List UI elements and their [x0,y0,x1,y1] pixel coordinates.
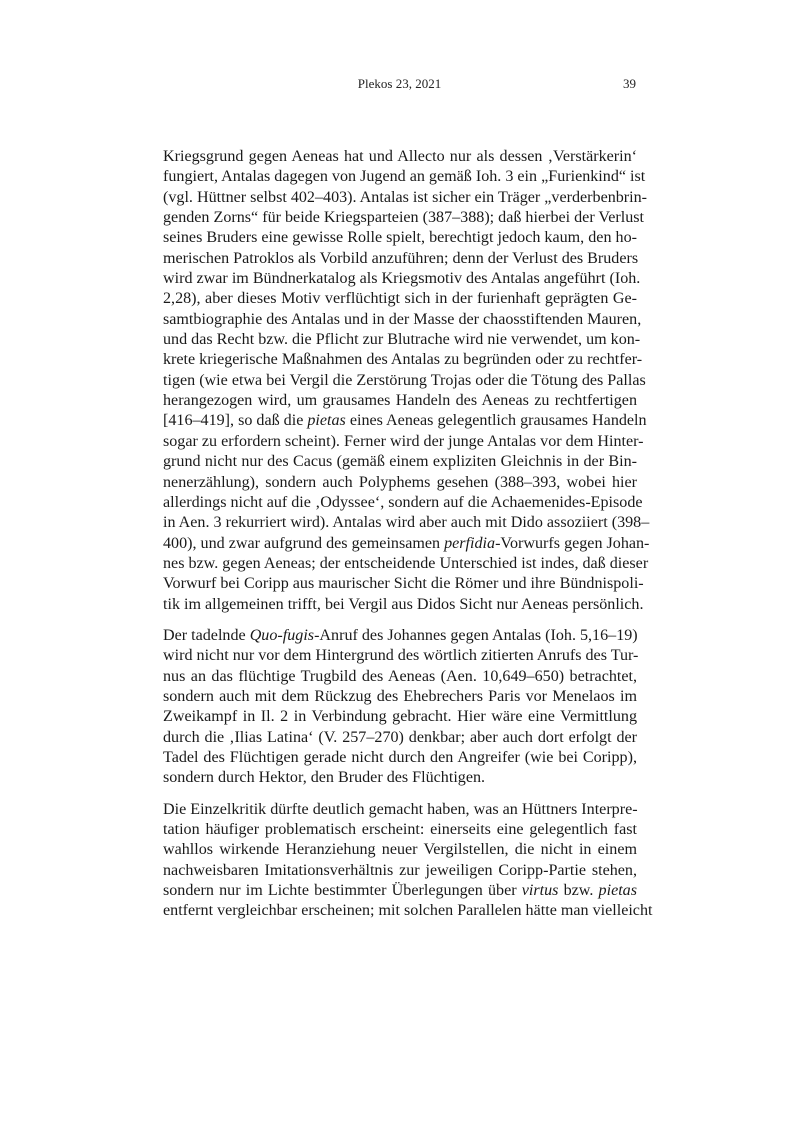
text-line [163,646,637,666]
text-run: sondern nur im Lichte bestimmter Überlegungen über [163,882,522,900]
text-run: Vorwurf bei Coripp aus maurischer Sicht die Römer und ihre Bündnispoli- [163,575,644,593]
text-run: sondern auch mit dem Rückzug des Ehebrechers Paris vor Menelaos im [163,687,637,705]
text-run: eines Aeneas gelegentlich grausames Handeln [345,412,647,430]
body-text [163,147,653,933]
text-line [163,208,645,228]
text-line [163,371,646,391]
text-run: Tadel des Flüchtigen gerade nicht durch den Angreifer (wie bei Coripp), [163,748,637,766]
text-run: -Anruf des Johannes gegen Antalas (Ioh. 5,16–19) [314,626,638,644]
text-line [163,411,647,431]
page-number: 39 [623,76,636,91]
text-line [163,452,637,472]
text-line [163,574,644,594]
text-line [163,167,646,187]
italic-term: perfidia [444,534,496,552]
running-head [0,76,799,96]
text-line [163,228,637,248]
text-line [163,881,637,901]
text-run: allerdings nicht auf die ‚Odyssee‘, sondern auf die Achaemenides-Episode [163,493,643,511]
text-line [163,310,642,330]
text-run: tik im allgemeinen trifft, bei Vergil aus Didos Sicht nur Aeneas persönlich. [163,595,644,613]
text-line [163,626,637,646]
text-run: Kriegsgrund gegen Aeneas hat und Allecto nur als dessen ‚Verstärkerin‘ [163,148,637,165]
text-run: merischen Patroklos als Vorbild anzuführen; denn der Verlust des Bruders [163,249,639,267]
text-line [163,534,650,554]
text-run: nenerzählung), sondern auch Polyphems gesehen (388–393, wobei hier [163,473,637,491]
text-line [163,820,637,840]
text-run: und das Recht bzw. die Pflicht zur Blutrache wird nie verwendet, um kon- [163,331,641,349]
text-line [163,513,650,533]
text-line [163,249,637,269]
text-run: -Vorwurfs gegen Johan- [495,534,650,552]
text-run: krete kriegerische Maßnahmen des Antalas zu begründen oder zu rechtfer- [163,351,643,369]
paragraph [163,626,637,789]
text-run: genden Zorns“ für beide Kriegsparteien (387–388); daß hierbei der Verlust [163,209,645,227]
text-run: nus an das flüchtige Trugbild des Aeneas (Aen. 10,649–650) betrachtet, [163,667,637,685]
text-run: herangezogen wird, um grausames Handeln des Aeneas zu rechtfertigen [163,392,637,410]
text-run: 2,28), aber dieses Motiv verflüchtigt sich in der furienhaft geprägten Ge- [163,290,637,308]
text-line [163,493,643,513]
text-line [163,861,637,881]
text-line [163,901,653,921]
text-line [163,707,637,727]
italic-term: Quo-fugis [249,626,315,644]
text-line [163,147,637,167]
text-run: nachweisbaren Imitationsverhältnis zur jeweiligen Coripp-Partie stehen, [163,861,637,879]
text-run: wird zwar im Bündnerkatalog als Kriegsmotiv des Antalas angeführt (Ioh. [163,270,641,288]
text-run: samtbiographie des Antalas und in der Masse der chaosstiftenden Mauren, [163,310,642,328]
italic-term: virtus [521,882,559,900]
text-run: Der tadelnde [163,626,250,644]
text-run: grund nicht nur des Cacus (gemäß einem expliziten Gleichnis in der Bin- [163,453,637,471]
text-run: sondern durch Hektor, den Bruder des Flüchtigen. [163,769,486,787]
text-run: (vgl. Hüttner selbst 402–403). Antalas ist sicher ein Träger „verderbenbrin- [163,188,648,206]
text-run: Zweikampf in Il. 2 in Verbindung gebracht. Hier wäre eine Vermittlung [163,708,637,726]
text-run: Die Einzelkritik dürfte deutlich gemacht haben, was an Hüttners Interpre- [163,800,638,818]
text-run: durch die ‚Ilias Latina‘ (V. 257–270) denkbar; aber auch dort erfolgt der [163,728,637,746]
text-line [163,800,637,820]
text-line [163,667,637,687]
text-line [163,554,649,574]
text-line [163,748,637,768]
text-line [163,188,648,208]
italic-term: pietas [598,882,637,900]
text-run: [416–419], so daß die [163,412,308,430]
italic-term: pietas [307,412,346,430]
text-run: seines Bruders eine gewisse Rolle spielt, berechtigt jedoch kaum, den ho- [163,229,637,247]
text-run: bzw. [558,882,599,900]
text-line [163,269,641,289]
text-line [163,840,637,860]
running-title: Plekos 23, 2021 [357,76,442,91]
text-run: nes bzw. gegen Aeneas; der entscheidende Unterschied ist indes, daß dieser [163,554,649,572]
paragraph [163,147,650,615]
text-run: wird nicht nur vor dem Hintergrund des wörtlich zitierten Anrufs des Tur- [163,647,639,665]
text-line [163,728,637,748]
text-line [163,350,643,370]
text-line [163,391,637,411]
text-line [163,432,644,452]
text-run: tigen (wie etwa bei Vergil die Zerstörung Trojas oder die Tötung des Pallas [163,371,646,389]
text-line [163,687,637,707]
text-line [163,330,641,350]
text-line [163,595,644,615]
text-run: wahllos wirkende Heranziehung neuer Vergilstellen, die nicht in einem [163,841,637,859]
text-run: tation häufiger problematisch erscheint: einerseits eine gelegentlich fast [163,821,637,838]
text-line [163,473,637,493]
text-line [163,768,637,788]
text-run: fungiert, Antalas dagegen von Jugend an gemäß Ioh. 3 ein „Furienkind“ ist [163,168,646,186]
paragraph [163,800,653,922]
text-run: in Aen. 3 rekurriert wird). Antalas wird aber auch mit Dido assoziiert (398– [163,514,650,532]
text-run: sogar zu erfordern scheint). Ferner wird der junge Antalas vor dem Hinter- [163,432,644,450]
text-run: 400), und zwar aufgrund des gemeinsamen [163,534,445,552]
text-run: entfernt vergleichbar erscheinen; mit solchen Parallelen hätte man vielleicht [163,902,653,920]
text-line [163,289,637,309]
